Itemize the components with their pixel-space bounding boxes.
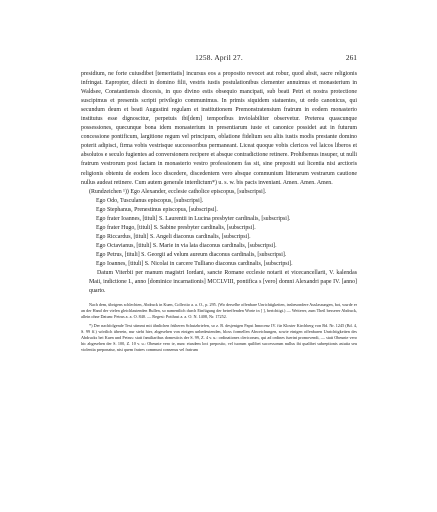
source-note: Nach dem, übrigens schlechten, Abdruck in Kuen, Collectio a. a. O., p. 295. (Wo derselbe offenbare Unrichtigkeiten, insbesondere Auslassungen, bot, wurde er an der Hand der vielen gleichlautenden Bullen, so namentlich durch Einfügung der betreffenden Worte in [ ], berichtigt.) — Weiterer, zum Theil besserer Abdruck, allein ohne Datum: Petrus a. a. O. 840. — Regest: Potthast a. a. O. N. 1408, Nr. 17252. bbox=[81, 302, 357, 320]
subscription-line: Ego frater Hugo, [tituli] S. Sabine presbyter cardinalis, [subscripsi]. bbox=[96, 224, 256, 231]
subscription-line: Ego frater Ioannes, [tituli] S. Laurentii in Lucina presbyter cardinalis, [subscripsi]. bbox=[96, 215, 291, 222]
subscription-line: (Rundzeichen ¹)) Ego Alexander, ecclesie catholice episcopus, [subscripsi]. bbox=[89, 188, 267, 195]
footnotes bbox=[81, 302, 357, 353]
subscription-line: Ego Stephanus, Prenestinus episcopus, [subscripsi]. bbox=[96, 206, 218, 213]
subscription-line: Ego Octavianus, [tituli] S. Marie in via lata diaconus cardinalis, [subscripsi]. bbox=[96, 242, 277, 249]
datum-clause: Datum Viterbii per manum magistri Iordani, sancte Romane ecclesie notarii et vicecancellarii, V. kalendas Maii, indictione I., anno [dominice incarnationis] MCCLVIII, pontifica s [vero] domni Alexandri pape IV. [anno] quarto. bbox=[89, 270, 357, 295]
document-body bbox=[81, 70, 357, 296]
subscription-line: Ego Petrus, [tituli] S. Georgii ad velum aureum diaconus cardinalis, [subscripsi]. bbox=[96, 251, 287, 258]
page-header-date: 1258. April 27. bbox=[195, 53, 243, 62]
page-number: 261 bbox=[345, 53, 357, 62]
charter-text: presidium, ne forte cuiusdibet [temeritatis] incursus eos a proposito revocet aut robur, quod absit, sacre religionis infringat. Eapropter, dilecti in domino filii, vestris iustis postulationibus clementer annuimus et monasterium in Waldsee, Constantiensis diocesis, in quo divino estis obsequio mancipati, sub beati Petri et nostra protectione suscipimus et presentis scripti privilegio communimus. In primis siquidem statuentes, ut ordo canonicus, qui secundum deum et beati Augustini regulam et institutionem Premonstratensium fratrum in eodem monasterio institutus esse dignoscitur, perpetuis ibi[dem] temporibus inviolabiliter observetur. Preterea quascunque possessiones, quecunque bona idem monasterium in presentiarum iuste et canonice possidet aut in futurum concessione pontificum, largitione regum vel principum, oblatione fidelium seu aliis iustis modis prestante domino poterit adipisci, firma vobis vestrisque successoribus permaneant. Liceat quoque vobis clericos vel laicos liberos et absolutos e seculo fugientes ad conversionem recipere et absque contradictione retinere. Prohibemus insuper, ut nulli fratrum vestrorum post factam in monasterio vestro professionem fas sit, sine prepositi sui licentia nisi arctioris religionis obtentu de eodem loco discedere, discedentem vero absque communium litterarum vestrarum cautione nullus audeat retinere. Cum autem generale interdictum*) u. s. w. bis pacis inveniant. Amen. Amen. Amen. bbox=[81, 71, 357, 186]
subscription-line: Ego Ioannes, [tituli] S. Nicolai in carcere Tulliano diaconus cardinalis, [subscripsi]. bbox=[96, 260, 293, 267]
subscription-line: Ego Odo, Tusculanus episcopus, [subscripsi]. bbox=[96, 197, 204, 204]
page-header bbox=[81, 53, 357, 65]
footnote: *) Der nachfolgende Text stimmt mit ähnlichen früheren Schutzbriefen, so z. B. desjenigen Papst Innocenz IV. für Kloster Kirchberg von Bd. Nr. 1245 (Bd. 4, S. 99 ff.) wörtlich überein, nur steht hier, abgesehen von einigen unbedeutenden, bloss formellen Abweichungen, sowie einigen offenbaren Unrichtigkeiten des Abdrucks bei Kuen und Petrus: statt familiaribus domesticis der S. 99, Z. 4 v. u.: ordinationes clericorum, qui ad ordines fuerint promovendi, — statt Obeunte vero hic abgesehen der S. 100, Z. 10 v. u.: Obeunte vero te, nunc eiusdem loci preposito, vel tuorum quilibet successorum nullus ibi qualibet subreptionis astutia seu violentia preponatur, nisi quem fratres communi consensu vel fratrum bbox=[81, 323, 357, 353]
subscription-line: Ego Riccardus, [tituli] S. Angeli diaconus cardinalis, [subscripsi]. bbox=[96, 233, 251, 240]
